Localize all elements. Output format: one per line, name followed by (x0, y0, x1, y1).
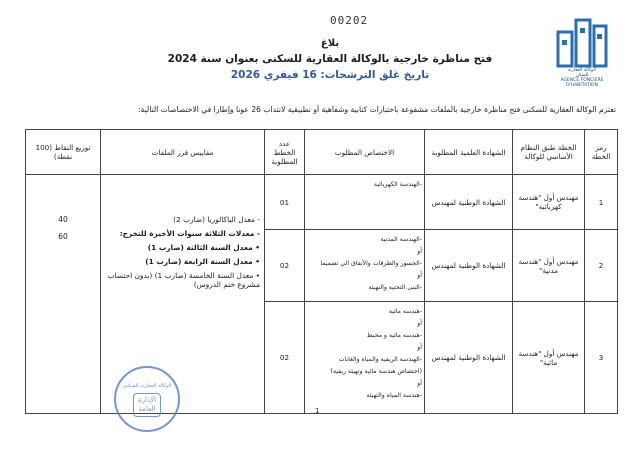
row-degree: الشهادة الوطنية لمهندس (425, 175, 513, 230)
header-degree: الشهادة العلمية المطلوبة (425, 130, 513, 175)
row-degree: الشهادة الوطنية لمهندس (425, 230, 513, 302)
row-plan: مهندس أول "هندسة كهربائية" (513, 175, 585, 230)
row-plan: مهندس أول "هندسة مدنية" (513, 230, 585, 302)
header-code: رمز الخطة (585, 130, 618, 175)
row-degree: الشهادة الوطنية لمهندس (425, 302, 513, 414)
header-criteria: مقاييس فرز الملفات (101, 130, 265, 175)
row-specialty: -الهندسة الكهربائية (305, 175, 425, 230)
document-number: 00202 (330, 14, 369, 27)
header-count: عدد الخطط المطلوبة (265, 130, 305, 175)
table-row (26, 175, 618, 230)
logo-caption: الوكالة العقارية للسكن AGENCE FONCIERE D'HABITATION (560, 68, 604, 88)
header-specialty: الاختصاص المطلوب (305, 130, 425, 175)
row-code: 3 (585, 302, 618, 414)
points-distribution: 40 60 (26, 175, 101, 414)
deadline-date: تاريخ غلق الترشحات: 16 فيفري 2026 (230, 69, 430, 81)
announcement-title: فتح مناظرة خارجية بالوكالة العقارية للسكنى بعنوان سنة 2024 (167, 53, 493, 65)
positions-table (25, 129, 618, 414)
row-code: 1 (585, 175, 618, 230)
row-code: 2 (585, 230, 618, 302)
page-number: 1 (315, 407, 320, 415)
official-stamp: الوكالة العقارية للسكنى الإدارة العامة (114, 366, 180, 432)
table-header-row (26, 130, 618, 175)
selection-criteria: - معدل الباكالوريا (ضارب 2) - معدلات الثلاثة سنوات الأخيرة للتخرج: • معدل السنة الثالثة (ضارب 1) • معدل السنة الرابعة (ضارب 1) • معدل السنة الخامسة (ضارب 1) (بدون احتساب مشروع ختم الدروس) (101, 175, 265, 414)
header-plan: الخطة طبق النظام الأساسي للوكالة (513, 130, 585, 175)
row-plan: مهندس أول "هندسة مائية" (513, 302, 585, 414)
row-count: 02 (265, 230, 305, 302)
row-specialty: -هندسة مائية أو -هندسة مائية و محيط أو -الهندسة الريفية والمياه والغابات (اختصاص هندسة مائية وتهيئة ريفية) أو -هندسة المياه والتهيئة (305, 302, 425, 414)
heading-block (150, 38, 510, 81)
row-specialty: -الهندسة المدنية أو -الجسور والطرقات والأنفاق الي تصميما أو -البنى التحتية والتهيئة (305, 230, 425, 302)
header-points: توزيع النقاط (100 نقطة) (26, 130, 101, 175)
row-count: 01 (265, 175, 305, 230)
agency-logo (556, 18, 608, 68)
announcement-label: بلاغ (320, 38, 340, 49)
row-count: 02 (265, 302, 305, 414)
intro-paragraph: تعتزم الوكالة العقارية للسكنى فتح مناظرة خارجية بالملفات مشفوعة باختبارات كتابية وشفاهية أو تطبيقية لانتداب 26 عونا وإطارا في الاختصاصات التالية: (137, 105, 616, 114)
